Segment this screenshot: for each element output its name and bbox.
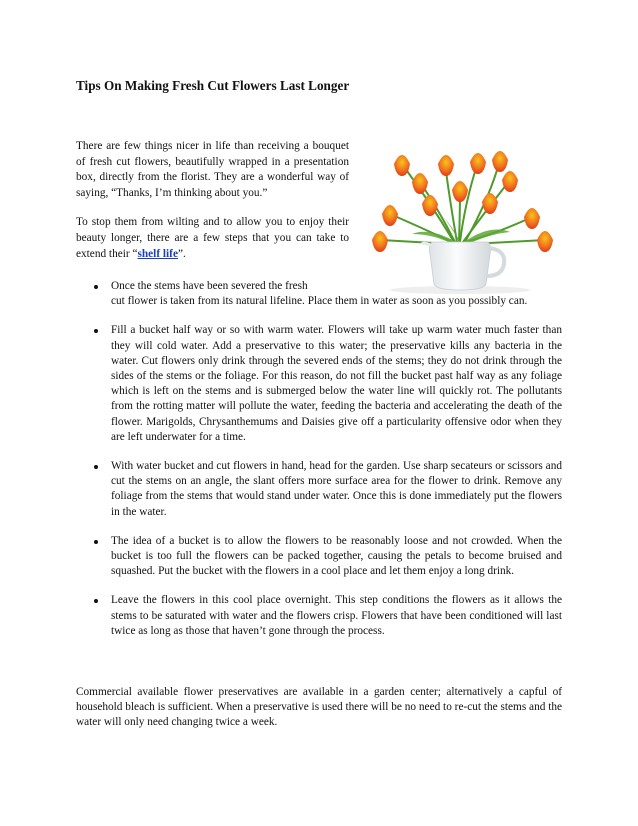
bullet-icon <box>94 465 98 469</box>
intro-paragraph-2-text: To stop them from wilting and to allow you to enjoy their beauty longer, there are a few steps that you can take to extend their “ <box>76 216 349 260</box>
bullet-icon <box>94 329 98 333</box>
list-item <box>76 593 562 639</box>
list-item-text: The idea of a bucket is to allow the flowers to be reasonably loose and not crowded. When the bucket is too full the flowers can be packed together, causing the petals to become bruised and squashed. Put the bucket with the flowers in a cool place and let them enjoy a long drink. <box>111 534 562 578</box>
shelf-life-link[interactable]: shelf life <box>137 247 178 260</box>
bullet-icon <box>94 540 98 544</box>
list-item <box>76 279 562 309</box>
bullet-icon <box>94 599 98 603</box>
bullet-icon <box>94 285 98 289</box>
list-item-text: With water bucket and cut flowers in hand, head for the garden. Use sharp secateurs or scissors and cut the stems on an angle, the slant offers more surface area for the flower to drink. Remove any foliage from the stems that would stand under water. Once this is done immediately put the flowers in the water. <box>111 460 562 518</box>
list-item <box>76 459 562 520</box>
list-item <box>76 534 562 580</box>
intro-paragraph-2-end: ”. <box>177 247 186 260</box>
tulips-vase-image <box>360 142 562 296</box>
page-title: Tips On Making Fresh Cut Flowers Last Longer <box>76 78 350 93</box>
intro-paragraph-1: There are few things nicer in life than receiving a bouquet of fresh cut flowers, beautifully wrapped in a presentation box, directly from the florist. They are a wonderful way of saying, “Thanks, I’m thinking about you.” <box>76 140 349 199</box>
list-item-lead: Once the stems have been severed the fresh <box>111 280 308 292</box>
tips-list <box>76 279 562 639</box>
list-item <box>76 323 562 445</box>
list-item-text: Leave the flowers in this cool place overnight. This step conditions the flowers as it allows the stems to be saturated with water and the flowers crisp. Flowers that have been conditioned will last twice as long as those that haven’t gone through the process. <box>111 594 562 637</box>
intro-text <box>76 139 349 262</box>
list-item-text: cut flower is taken from its natural lifeline. Place them in water as soon as you possibly can. <box>111 295 528 308</box>
intro-paragraph-2 <box>76 215 349 262</box>
list-item-text: Fill a bucket half way or so with warm water. Flowers will take up warm water much faster than they will cold water. Add a preservative to this water; the preservative kills any bacteria in the water. Cut flowers only drink through the severed ends of the stems; they do not drink through the sides of the stems or the foliage. For this reason, do not fill the bucket past half way as any foliage which is left on the stems and is submerged below the water line will quickly rot. The pollutants from the rotting matter will pollute the water, feeding the bacteria and accelerating the death of the flower. Marigolds, Chrysanthemums and Daisies give off a particularity offensive odor when they are left underwater for a time. <box>111 324 562 443</box>
closing-paragraph: Commercial available flower preservatives are available in a garden center; alternatively a capful of household bleach is sufficient. When a preservative is used there will be no need to re-cut the stems and the water will only need changing twice a week. <box>76 686 562 729</box>
